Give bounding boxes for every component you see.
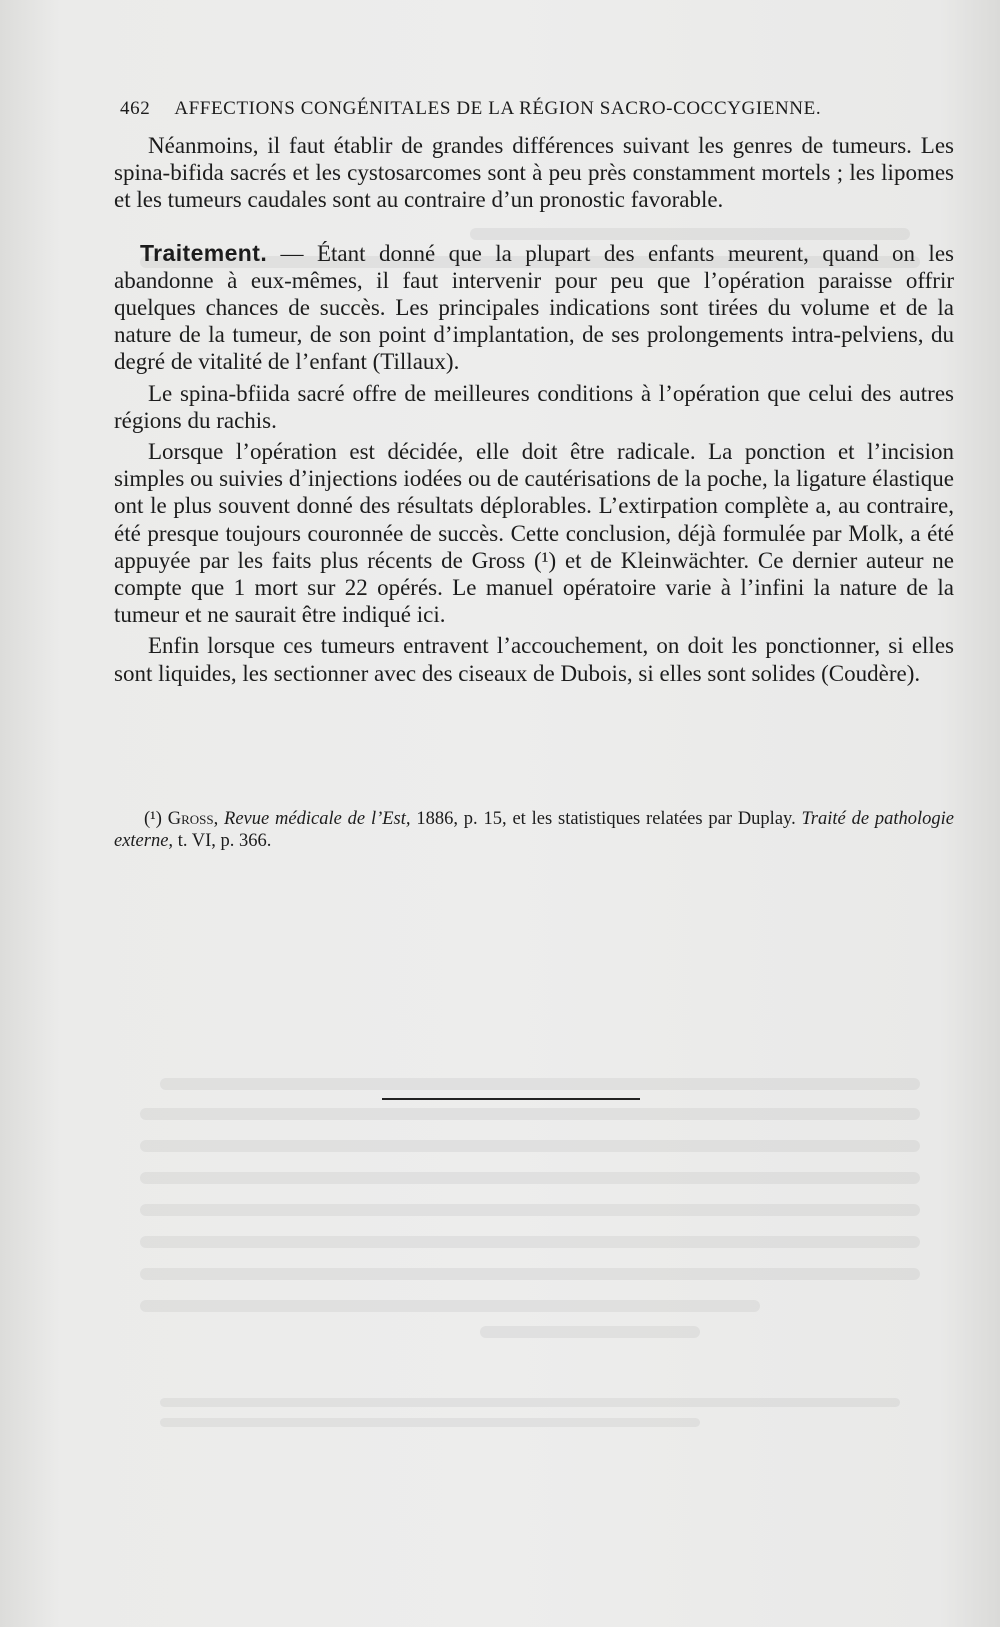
footnote-volume: t. VI, p. 366. <box>173 831 272 851</box>
footnote-journal: Revue médicale de l’Est, <box>224 809 411 829</box>
main-text <box>114 132 954 687</box>
running-header <box>120 98 890 120</box>
page-number: 462 <box>120 98 151 119</box>
paragraph-delivery: Enfin lorsque ces tumeurs entravent l’accouchement, on doit les ponctionner, si elles sont liquides, les sectionner avec des ciseaux de Dubois, si elles sont solides (Coudère). <box>114 633 954 686</box>
paragraph-prognosis: Néanmoins, il faut établir de grandes différences suivant les genres de tumeurs. Les spina-bifida sacrés et les cystosarcomes sont à peu près constamment mortels ; les lipomes et les tumeurs caudales sont au contraire d’un pronostic favorable. <box>114 133 954 213</box>
section-heading-treatment: Traitement. <box>140 239 268 266</box>
running-title: AFFECTIONS CONGÉNITALES DE LA RÉGION SACRO-COCCYGIENNE. <box>174 98 822 119</box>
footnote-author: Gross, <box>167 809 219 829</box>
paragraph-spina-bifida: Le spina-bfiida sacré offre de meilleures conditions à l’opération que celui des autres régions du rachis. <box>114 380 954 433</box>
footnote-marker: (¹) <box>144 809 162 829</box>
end-rule <box>382 1098 640 1100</box>
paragraph-operation: Lorsque l’opération est décidée, elle doit être radicale. La ponction et l’incision simples ou suivies d’injections iodées ou de cautérisations de la poche, la ligature élastique ont le plus souvent donné des résultats déplorables. L’extirpation complète a, au contraire, été presque toujours couronnée de succès. Cette conclusion, déjà formulée par Molk, a été appuyée par les faits plus récents de Gross (¹) et de Kleinwächter. Ce dernier auteur ne compte que 1 mort sur 22 opérés. Le manuel opératoire varie à l’infini la nature de la tumeur et ne saurait être indiqué ici. <box>114 439 954 628</box>
treatment-text: — Étant donné que la plupart des enfants meurent, quand on les abandonne à eux-mêmes, il faut intervenir pour peu que l’opération paraisse offrir quelques chances de succès. Les principales indications sont tirées du volume et de la nature de la tumeur, de son point d’implantation, de ses prolongements intra-pelviens, du degré de vitalité de l’enfant (Tillaux). <box>114 240 954 375</box>
footnote-citation: 1886, p. 15, et les statistiques relatées par Duplay. <box>410 809 802 829</box>
footnote <box>114 808 954 852</box>
footnote-book: Traité de pathologie externe, <box>114 809 954 851</box>
paragraph-treatment <box>114 240 954 376</box>
